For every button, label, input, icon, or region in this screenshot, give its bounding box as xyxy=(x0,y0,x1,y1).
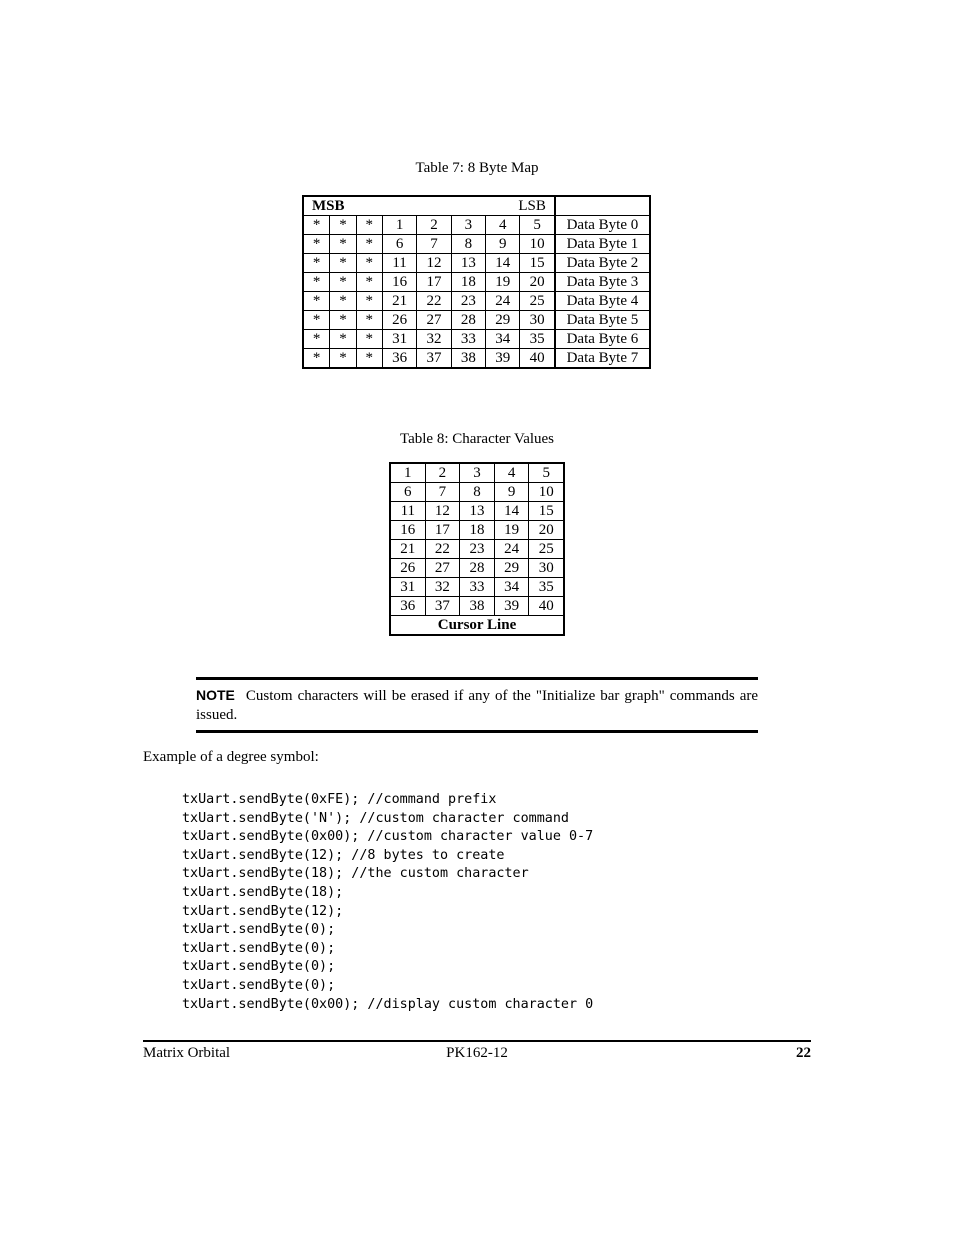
pixel-index-cell: 11 xyxy=(382,254,416,273)
pixel-index-cell: 4 xyxy=(486,216,520,235)
pixel-index-cell: 16 xyxy=(382,273,416,292)
pixel-index-cell: 27 xyxy=(425,559,460,578)
unused-bit-cell: * xyxy=(356,216,382,235)
pixel-index-cell: 27 xyxy=(417,311,451,330)
pixel-index-cell: 26 xyxy=(390,559,425,578)
table-row xyxy=(390,559,564,578)
data-byte-label: Data Byte 6 xyxy=(555,330,650,349)
pixel-index-cell: 18 xyxy=(460,521,495,540)
pixel-index-cell: 37 xyxy=(425,597,460,616)
unused-bit-cell: * xyxy=(356,292,382,311)
pixel-index-cell: 1 xyxy=(382,216,416,235)
code-line: txUart.sendByte(0x00); //custom character value 0-7 xyxy=(182,829,594,845)
unused-bit-cell: * xyxy=(330,292,356,311)
pixel-index-cell: 7 xyxy=(425,483,460,502)
pixel-index-cell: 7 xyxy=(417,235,451,254)
pixel-index-cell: 8 xyxy=(451,235,485,254)
pixel-index-cell: 34 xyxy=(486,330,520,349)
code-block xyxy=(182,791,593,1014)
unused-bit-cell: * xyxy=(330,273,356,292)
footer-rule xyxy=(143,1040,811,1042)
unused-bit-cell: * xyxy=(356,254,382,273)
footer-company: Matrix Orbital xyxy=(143,1045,231,1061)
pixel-index-cell: 32 xyxy=(425,578,460,597)
table-row xyxy=(303,349,650,369)
pixel-index-cell: 33 xyxy=(451,330,485,349)
byte-map-table xyxy=(302,195,651,369)
pixel-index-cell: 23 xyxy=(451,292,485,311)
pixel-index-cell: 39 xyxy=(494,597,529,616)
pixel-index-cell: 23 xyxy=(460,540,495,559)
pixel-index-cell: 28 xyxy=(451,311,485,330)
pixel-index-cell: 36 xyxy=(382,349,416,369)
pixel-index-cell: 3 xyxy=(451,216,485,235)
table-row xyxy=(303,216,650,235)
unused-bit-cell: * xyxy=(356,273,382,292)
lsb-label: LSB xyxy=(417,196,555,216)
data-byte-label: Data Byte 0 xyxy=(555,216,650,235)
table-row xyxy=(390,502,564,521)
pixel-index-cell: 16 xyxy=(390,521,425,540)
pixel-index-cell: 35 xyxy=(529,578,564,597)
pixel-index-cell: 6 xyxy=(382,235,416,254)
pixel-index-cell: 39 xyxy=(486,349,520,369)
pixel-index-cell: 14 xyxy=(486,254,520,273)
pixel-index-cell: 33 xyxy=(460,578,495,597)
code-line: txUart.sendByte(18); //the custom character xyxy=(182,866,529,882)
unused-bit-cell: * xyxy=(303,349,330,369)
unused-bit-cell: * xyxy=(303,330,330,349)
pixel-index-cell: 31 xyxy=(390,578,425,597)
pixel-index-cell: 9 xyxy=(486,235,520,254)
code-line: txUart.sendByte(0); xyxy=(182,922,336,938)
table-row xyxy=(303,273,650,292)
example-intro: Example of a degree symbol: xyxy=(143,749,319,765)
unused-bit-cell: * xyxy=(356,349,382,369)
pixel-index-cell: 10 xyxy=(529,483,564,502)
pixel-index-cell: 18 xyxy=(451,273,485,292)
pixel-index-cell: 22 xyxy=(425,540,460,559)
pixel-index-cell: 22 xyxy=(417,292,451,311)
pixel-index-cell: 11 xyxy=(390,502,425,521)
table-row xyxy=(303,311,650,330)
unused-bit-cell: * xyxy=(303,273,330,292)
data-byte-label: Data Byte 2 xyxy=(555,254,650,273)
unused-bit-cell: * xyxy=(330,216,356,235)
msb-label: MSB xyxy=(303,196,417,216)
code-line: txUart.sendByte(0); xyxy=(182,940,336,956)
pixel-index-cell: 25 xyxy=(520,292,555,311)
footer-model: PK162-12 xyxy=(446,1045,508,1061)
pixel-index-cell: 15 xyxy=(529,502,564,521)
table-row xyxy=(390,521,564,540)
pixel-index-cell: 36 xyxy=(390,597,425,616)
table-row xyxy=(390,578,564,597)
table-header-row xyxy=(303,196,650,216)
pixel-index-cell: 24 xyxy=(486,292,520,311)
unused-bit-cell: * xyxy=(330,235,356,254)
unused-bit-cell: * xyxy=(330,311,356,330)
pixel-index-cell: 37 xyxy=(417,349,451,369)
data-byte-label: Data Byte 3 xyxy=(555,273,650,292)
data-byte-label: Data Byte 4 xyxy=(555,292,650,311)
pixel-index-cell: 17 xyxy=(425,521,460,540)
table-row xyxy=(303,330,650,349)
pixel-index-cell: 21 xyxy=(390,540,425,559)
note-label: NOTE xyxy=(196,687,235,703)
character-values-table xyxy=(389,462,565,636)
table-row xyxy=(390,463,564,483)
unused-bit-cell: * xyxy=(330,349,356,369)
note-box xyxy=(196,677,758,733)
pixel-index-cell: 30 xyxy=(529,559,564,578)
pixel-index-cell: 35 xyxy=(520,330,555,349)
unused-bit-cell: * xyxy=(356,330,382,349)
unused-bit-cell: * xyxy=(356,311,382,330)
code-line: txUart.sendByte(12); //8 bytes to create xyxy=(182,847,505,863)
unused-bit-cell: * xyxy=(303,292,330,311)
pixel-index-cell: 30 xyxy=(520,311,555,330)
pixel-index-cell: 28 xyxy=(460,559,495,578)
pixel-index-cell: 32 xyxy=(417,330,451,349)
code-line: txUart.sendByte(0); xyxy=(182,977,336,993)
note-body: Custom characters will be erased if any of the "Initialize bar graph" commands are issued. xyxy=(196,688,759,723)
table-row xyxy=(390,540,564,559)
cursor-line-cell: Cursor Line xyxy=(390,616,564,636)
pixel-index-cell: 8 xyxy=(460,483,495,502)
pixel-index-cell: 19 xyxy=(486,273,520,292)
data-byte-label: Data Byte 5 xyxy=(555,311,650,330)
pixel-index-cell: 12 xyxy=(425,502,460,521)
pixel-index-cell: 40 xyxy=(520,349,555,369)
pixel-index-cell: 1 xyxy=(390,463,425,483)
pixel-index-cell: 14 xyxy=(494,502,529,521)
unused-bit-cell: * xyxy=(330,330,356,349)
pixel-index-cell: 9 xyxy=(494,483,529,502)
unused-bit-cell: * xyxy=(356,235,382,254)
pixel-index-cell: 3 xyxy=(460,463,495,483)
pixel-index-cell: 29 xyxy=(486,311,520,330)
data-byte-label: Data Byte 7 xyxy=(555,349,650,369)
pixel-index-cell: 24 xyxy=(494,540,529,559)
note-text-block xyxy=(196,686,758,725)
unused-bit-cell: * xyxy=(303,216,330,235)
code-line: txUart.sendByte(0); xyxy=(182,959,336,975)
pixel-index-cell: 5 xyxy=(529,463,564,483)
table7-caption: Table 7: 8 Byte Map xyxy=(415,160,539,176)
header-empty-cell xyxy=(555,196,650,216)
pixel-index-cell: 17 xyxy=(417,273,451,292)
code-line: txUart.sendByte(12); xyxy=(182,903,344,919)
code-line: txUart.sendByte(0x00); //display custom character 0 xyxy=(182,996,594,1012)
pixel-index-cell: 20 xyxy=(529,521,564,540)
pixel-index-cell: 25 xyxy=(529,540,564,559)
pixel-index-cell: 20 xyxy=(520,273,555,292)
pixel-index-cell: 10 xyxy=(520,235,555,254)
pixel-index-cell: 40 xyxy=(529,597,564,616)
pixel-index-cell: 19 xyxy=(494,521,529,540)
pixel-index-cell: 4 xyxy=(494,463,529,483)
table8-caption: Table 8: Character Values xyxy=(399,431,555,447)
pixel-index-cell: 15 xyxy=(520,254,555,273)
pixel-index-cell: 31 xyxy=(382,330,416,349)
pixel-index-cell: 12 xyxy=(417,254,451,273)
pixel-index-cell: 29 xyxy=(494,559,529,578)
table-row xyxy=(303,235,650,254)
unused-bit-cell: * xyxy=(303,254,330,273)
pixel-index-cell: 5 xyxy=(520,216,555,235)
cursor-line-row xyxy=(390,616,564,636)
pixel-index-cell: 13 xyxy=(460,502,495,521)
pixel-index-cell: 13 xyxy=(451,254,485,273)
code-line: txUart.sendByte(18); xyxy=(182,884,344,900)
table-row xyxy=(303,254,650,273)
pixel-index-cell: 2 xyxy=(425,463,460,483)
data-byte-label: Data Byte 1 xyxy=(555,235,650,254)
pixel-index-cell: 38 xyxy=(460,597,495,616)
unused-bit-cell: * xyxy=(303,235,330,254)
table-row xyxy=(390,597,564,616)
unused-bit-cell: * xyxy=(330,254,356,273)
pixel-index-cell: 6 xyxy=(390,483,425,502)
unused-bit-cell: * xyxy=(303,311,330,330)
pixel-index-cell: 26 xyxy=(382,311,416,330)
page-number: 22 xyxy=(796,1045,811,1061)
pixel-index-cell: 34 xyxy=(494,578,529,597)
code-line: txUart.sendByte(0xFE); //command prefix xyxy=(182,792,497,807)
table-row xyxy=(303,292,650,311)
code-line: txUart.sendByte('N'); //custom character command xyxy=(182,810,569,826)
table-row xyxy=(390,483,564,502)
pixel-index-cell: 38 xyxy=(451,349,485,369)
pixel-index-cell: 2 xyxy=(417,216,451,235)
pixel-index-cell: 21 xyxy=(382,292,416,311)
